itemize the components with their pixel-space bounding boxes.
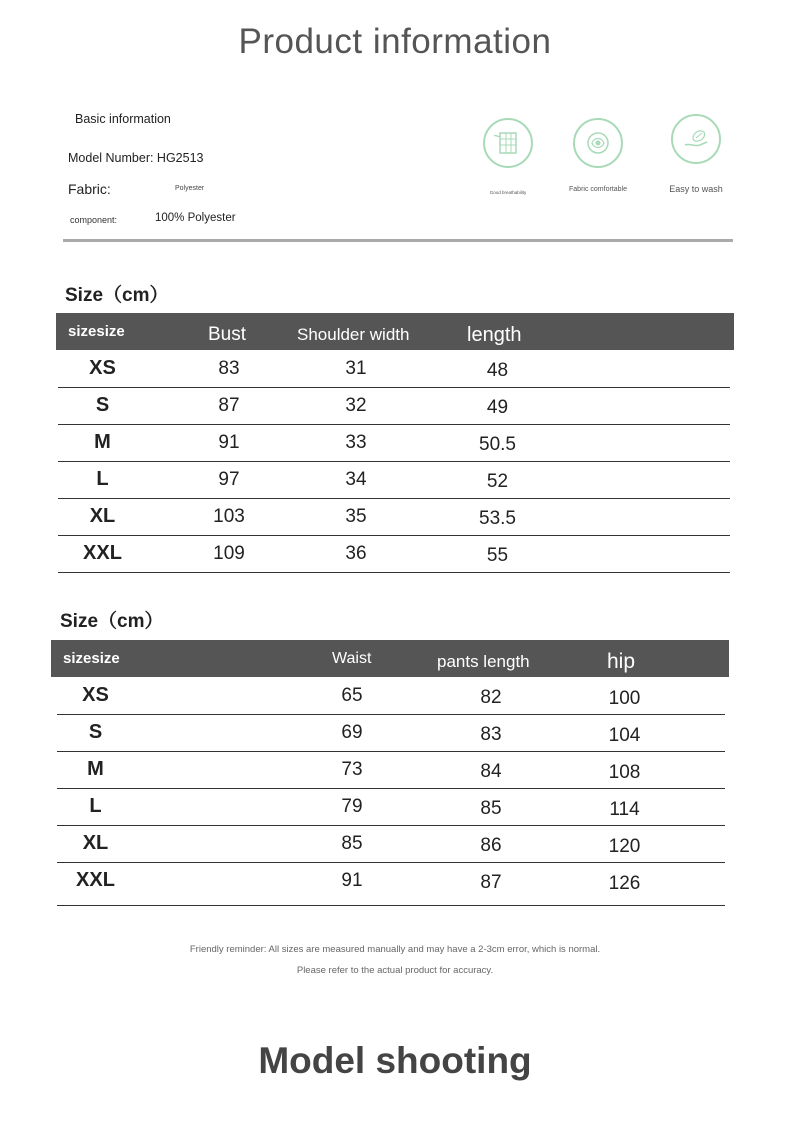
- breathable-fabric-icon: [483, 118, 533, 168]
- length-cell: 55: [486, 545, 509, 566]
- top-table-header: [56, 313, 734, 350]
- header-bust: Bust: [208, 324, 247, 345]
- model-number: Model Number: HG2513: [68, 151, 204, 165]
- hip-cell: 104: [608, 725, 641, 746]
- size-cell: M: [94, 431, 111, 453]
- table-row: [57, 862, 725, 906]
- hip-cell: 126: [608, 873, 641, 894]
- bust-cell: 97: [218, 469, 240, 490]
- bottom-size-table: [51, 640, 729, 894]
- header-waist: Waist: [332, 650, 372, 667]
- feature-label: Easy to wash: [669, 184, 723, 194]
- table-row: [58, 535, 730, 573]
- feature-label: Fabric comfortable: [569, 186, 627, 193]
- top-size-table: [56, 313, 734, 566]
- fabric-label: Fabric:: [68, 181, 111, 197]
- size-cell: L: [96, 468, 109, 490]
- component-value: 100% Polyester: [155, 212, 236, 224]
- bust-cell: 103: [213, 506, 245, 527]
- pants-length-cell: 83: [480, 724, 502, 745]
- size-cell: S: [88, 721, 103, 743]
- feature-comfortable: [548, 118, 648, 193]
- length-cell: 52: [486, 471, 509, 492]
- header-pants-length: pants length: [437, 652, 530, 671]
- waist-cell: 79: [341, 796, 363, 817]
- header-shoulder-width: Shoulder width: [297, 325, 410, 344]
- header-hip: hip: [607, 650, 636, 673]
- bust-cell: 109: [213, 543, 245, 564]
- pants-length-cell: 82: [480, 687, 502, 708]
- feature-label: Good breathability: [489, 190, 527, 195]
- table-row: [58, 498, 730, 536]
- hip-cell: 108: [608, 762, 641, 783]
- length-cell: 48: [486, 360, 509, 381]
- table-row: [58, 461, 730, 499]
- waist-cell: 65: [341, 685, 363, 706]
- header-length: length: [467, 324, 522, 346]
- size-cell: XXL: [76, 869, 115, 891]
- pants-length-cell: 86: [480, 835, 502, 856]
- table-row: [58, 387, 730, 425]
- pants-length-cell: 84: [480, 761, 502, 782]
- feature-easy-wash: [646, 114, 746, 194]
- basic-info-heading: Basic information: [75, 112, 171, 126]
- page-title: Product information: [238, 22, 552, 61]
- size-cell: XL: [82, 832, 109, 854]
- hip-cell: 114: [609, 799, 640, 820]
- table-row: [57, 825, 725, 863]
- size-cell: XL: [89, 505, 116, 527]
- hip-cell: 100: [608, 688, 641, 709]
- shoulder-cell: 33: [345, 432, 367, 453]
- shoulder-cell: 34: [345, 469, 367, 490]
- shoulder-cell: 36: [345, 543, 367, 564]
- shoulder-cell: 32: [345, 395, 367, 416]
- bust-cell: 87: [218, 395, 240, 416]
- size-cell: XS: [89, 357, 116, 379]
- hip-cell: 120: [608, 836, 641, 857]
- table-row: [58, 350, 730, 388]
- waist-cell: 85: [341, 833, 363, 854]
- length-cell: 50.5: [479, 434, 516, 455]
- size-cell: XS: [82, 684, 109, 706]
- top-table-title: Size（cm）: [65, 285, 169, 306]
- table-row: [57, 714, 725, 752]
- length-cell: 53.5: [479, 508, 516, 529]
- size-cell: S: [95, 394, 110, 416]
- section-divider: [63, 239, 733, 242]
- reminder-line-1: Friendly reminder: All sizes are measured manually and may have a 2-3cm error, which is normal.: [189, 944, 601, 955]
- table-row: [57, 677, 725, 715]
- reminder-line-2: Please refer to the actual product for accuracy.: [296, 965, 494, 976]
- bust-cell: 91: [218, 432, 240, 453]
- waist-cell: 73: [341, 759, 363, 780]
- table-row: [58, 424, 730, 462]
- footer-title: Model shooting: [258, 1040, 532, 1081]
- pants-length-cell: 85: [480, 798, 502, 819]
- table-row: [57, 751, 725, 789]
- shoulder-cell: 35: [345, 506, 367, 527]
- fabric-value: Polyester: [175, 185, 205, 192]
- size-cell: M: [87, 758, 104, 780]
- feature-breathability: [458, 118, 558, 195]
- size-cell: L: [89, 795, 102, 817]
- bottom-table-title: Size（cm）: [60, 611, 164, 632]
- header-sizesize: sizesize: [63, 650, 120, 667]
- size-cell: XXL: [83, 542, 122, 564]
- easy-wash-icon: [671, 114, 721, 164]
- waist-cell: 91: [341, 870, 363, 891]
- waist-cell: 69: [341, 722, 363, 743]
- component-label: component:: [70, 215, 118, 225]
- bottom-table-header: [51, 640, 729, 677]
- length-cell: 49: [486, 397, 509, 418]
- header-sizesize: sizesize: [68, 323, 125, 340]
- comfort-fabric-icon: [573, 118, 623, 168]
- bust-cell: 83: [218, 358, 240, 379]
- shoulder-cell: 31: [345, 358, 367, 379]
- table-row: [57, 788, 725, 826]
- pants-length-cell: 87: [480, 872, 502, 893]
